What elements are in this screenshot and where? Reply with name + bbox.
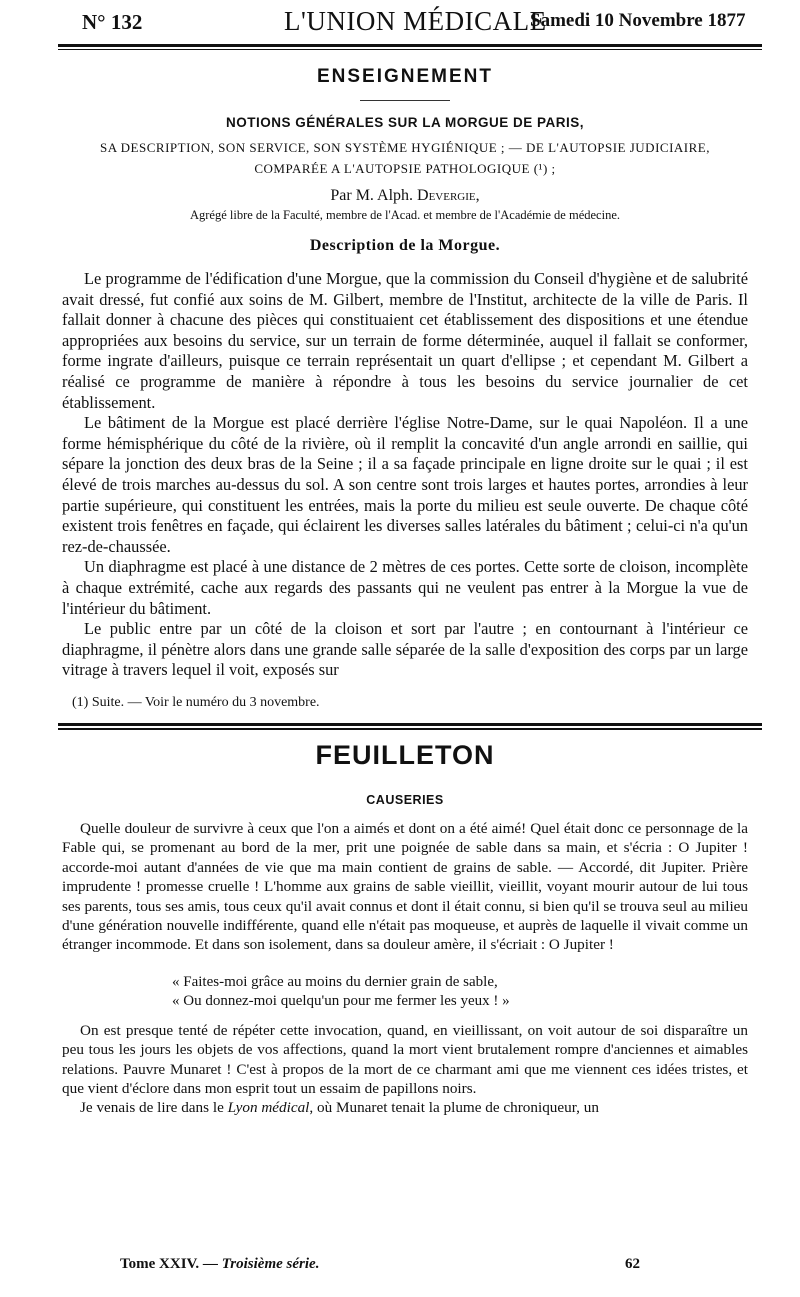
- author-affiliation: Agrégé libre de la Faculté, membre de l'Acad. et membre de l'Académie de médecine.: [189, 208, 620, 222]
- verse-line: « Ou donnez-moi quelqu'un pour me fermer les yeux ! »: [172, 992, 510, 1009]
- paragraph-end: , où Munaret tenait la plume de chroniqueur, un: [309, 1099, 599, 1117]
- feuilleton-divider: [58, 723, 762, 730]
- article-title: NOTIONS GÉNÉRALES SUR LA MORGUE DE PARIS,: [225, 115, 585, 130]
- footnote: (1) Suite. — Voir le numéro du 3 novembre.: [72, 694, 320, 710]
- feuilleton-heading: FEUILLETON: [315, 739, 495, 770]
- feuilleton-paragraph: [62, 1098, 748, 1117]
- article-paragraph: Le programme de l'édification d'une Morgue, que la commission du Conseil d'hygiène et de salubrité avait dressé, fut confié aux soins de M. Gilbert, membre de l'Institut, architecte de la ville de Paris. Il fallait donner à chacune des pièces qui constituaient cet établissement des dispositions et une étendue appropriées aux besoins du service, sur un terrain de forme déterminée, auquel il fallait se conformer, forme ingrate d'ailleurs, puisque ce terrain représentait un quart d'ellipse ; et cependant M. Gilbert a réalisé ce programme de manière à répondre à tous les besoins du service journalier de cet établissement.: [62, 269, 748, 412]
- verse-line: « Faites-moi grâce au moins du dernier grain de sable,: [172, 973, 498, 990]
- masthead: [62, 0, 748, 44]
- article-paragraph: Le bâtiment de la Morgue est placé derrière l'église Notre-Dame, sur le quai Napoléon. Il a une forme hémisphérique du côté de la rivière, où il remplit la concavité d'un angle arrondi en saillie, qui sépare la jonction des deux bras de la Seine ; il a sa façade principale en ligne droite sur le quai ; il est élevé de trois marches au-dessus du sol. A son centre sont trois larges et hautes portes, arrondies à leur partie supérieure, qui constituent les entrées, mais la porte du milieu est seule ouverte. De chaque côté existent trois fenêtres en façade, qui éclairent les diverses salles latérales du bâtiment ; celui-ci n'a qu'un rez-de-chaussée.: [62, 413, 748, 556]
- verse-quote: [172, 973, 748, 1011]
- byline: [62, 187, 748, 205]
- volume-info: [120, 1256, 319, 1273]
- section-heading: ENSEIGNEMENT: [316, 66, 494, 87]
- journal-name-italic: Lyon médical: [227, 1099, 310, 1117]
- section-divider: [360, 100, 450, 101]
- byline-prefix: Par M. Alph.: [330, 187, 414, 204]
- author-name: Devergie,: [417, 187, 480, 204]
- article-paragraph: Le public entre par un côté de la cloison et sort par l'autre ; en contournant à l'intérieur ce diaphragme, il pénètre alors dans une grande salle séparée de la salle d'exposition des corps par un large vitrage à travers lequel il voit, exposés sur: [62, 619, 748, 680]
- article-body: [62, 269, 748, 681]
- article-subtitle-line1: SA DESCRIPTION, SON SERVICE, SON SYSTÈME HYGIÉNIQUE ; — DE L'AUTOPSIE JUDICIAIRE,: [100, 140, 710, 155]
- masthead-rule: [58, 44, 762, 47]
- paragraph-start: Je venais de lire dans le: [80, 1099, 228, 1117]
- feuilleton-paragraph: On est presque tenté de répéter cette invocation, quand, en vieillissant, on voit autour de soi disparaître un peu tous les jours les objets de vos affections, quand la mort vient brutalement rompre d'anciennes et aimables relations. Pauvre Munaret ! C'est à propos de la mort de ce charmant ami que me viennent ces idées tristes, et que vient d'éclore dans mon esprit tout un essaim de papillons noirs.: [62, 1021, 748, 1097]
- issue-number: N° 132: [82, 10, 143, 34]
- page-number: 62: [625, 1256, 640, 1272]
- article-paragraph: Un diaphragme est placé à une distance de 2 mètres de ces portes. Cette sorte de cloison, incomplète à chaque extrémité, cache aux regards des passants qui ne veulent pas entrer à la Morgue la vue de l'intérieur du bâtiment.: [62, 557, 748, 618]
- feuilleton-paragraph: Quelle douleur de survivre à ceux que l'on a aimés et dont on a été aimé! Quel était donc ce personnage de la Fable qui, se promenant au bord de la mer, prit une poignée de sable dans sa main, et s'écria : O Jupiter ! accorde-moi autant d'années de vie que ma main contient de grains de sable. — Accordé, dit Jupiter. Prière imprudente ! promesse cruelle ! L'homme aux grains de sable vieillit, vieillit, voyant mourir autour de lui tous ses parents, tous ses amis, tous ceux qu'il avait connus et dont il était connu, si bien qu'il se trouva seul au milieu d'une génération nouvelle indifférente, quand elle n'était pas moqueuse, et auprès de laquelle il vivait comme un étranger incommode. Et dans son isolement, dans sa douleur amère, il s'écriait : O Jupiter !: [62, 819, 748, 954]
- masthead-rule-thin: [58, 49, 762, 50]
- issue-date: Samedi 10 Novembre 1877: [530, 10, 746, 31]
- feuilleton-body: [62, 819, 748, 1118]
- series-label: Troisième série.: [221, 1256, 320, 1272]
- article-subheading: Description de la Morgue.: [309, 237, 501, 254]
- causeries-heading: CAUSERIES: [366, 792, 444, 807]
- article-subtitle-line2: COMPARÉE A L'AUTOPSIE PATHOLOGIQUE (¹) ;: [254, 161, 556, 176]
- tome-label: Tome XXIV. —: [120, 1256, 218, 1272]
- journal-title: L'UNION MÉDICALE: [284, 6, 547, 36]
